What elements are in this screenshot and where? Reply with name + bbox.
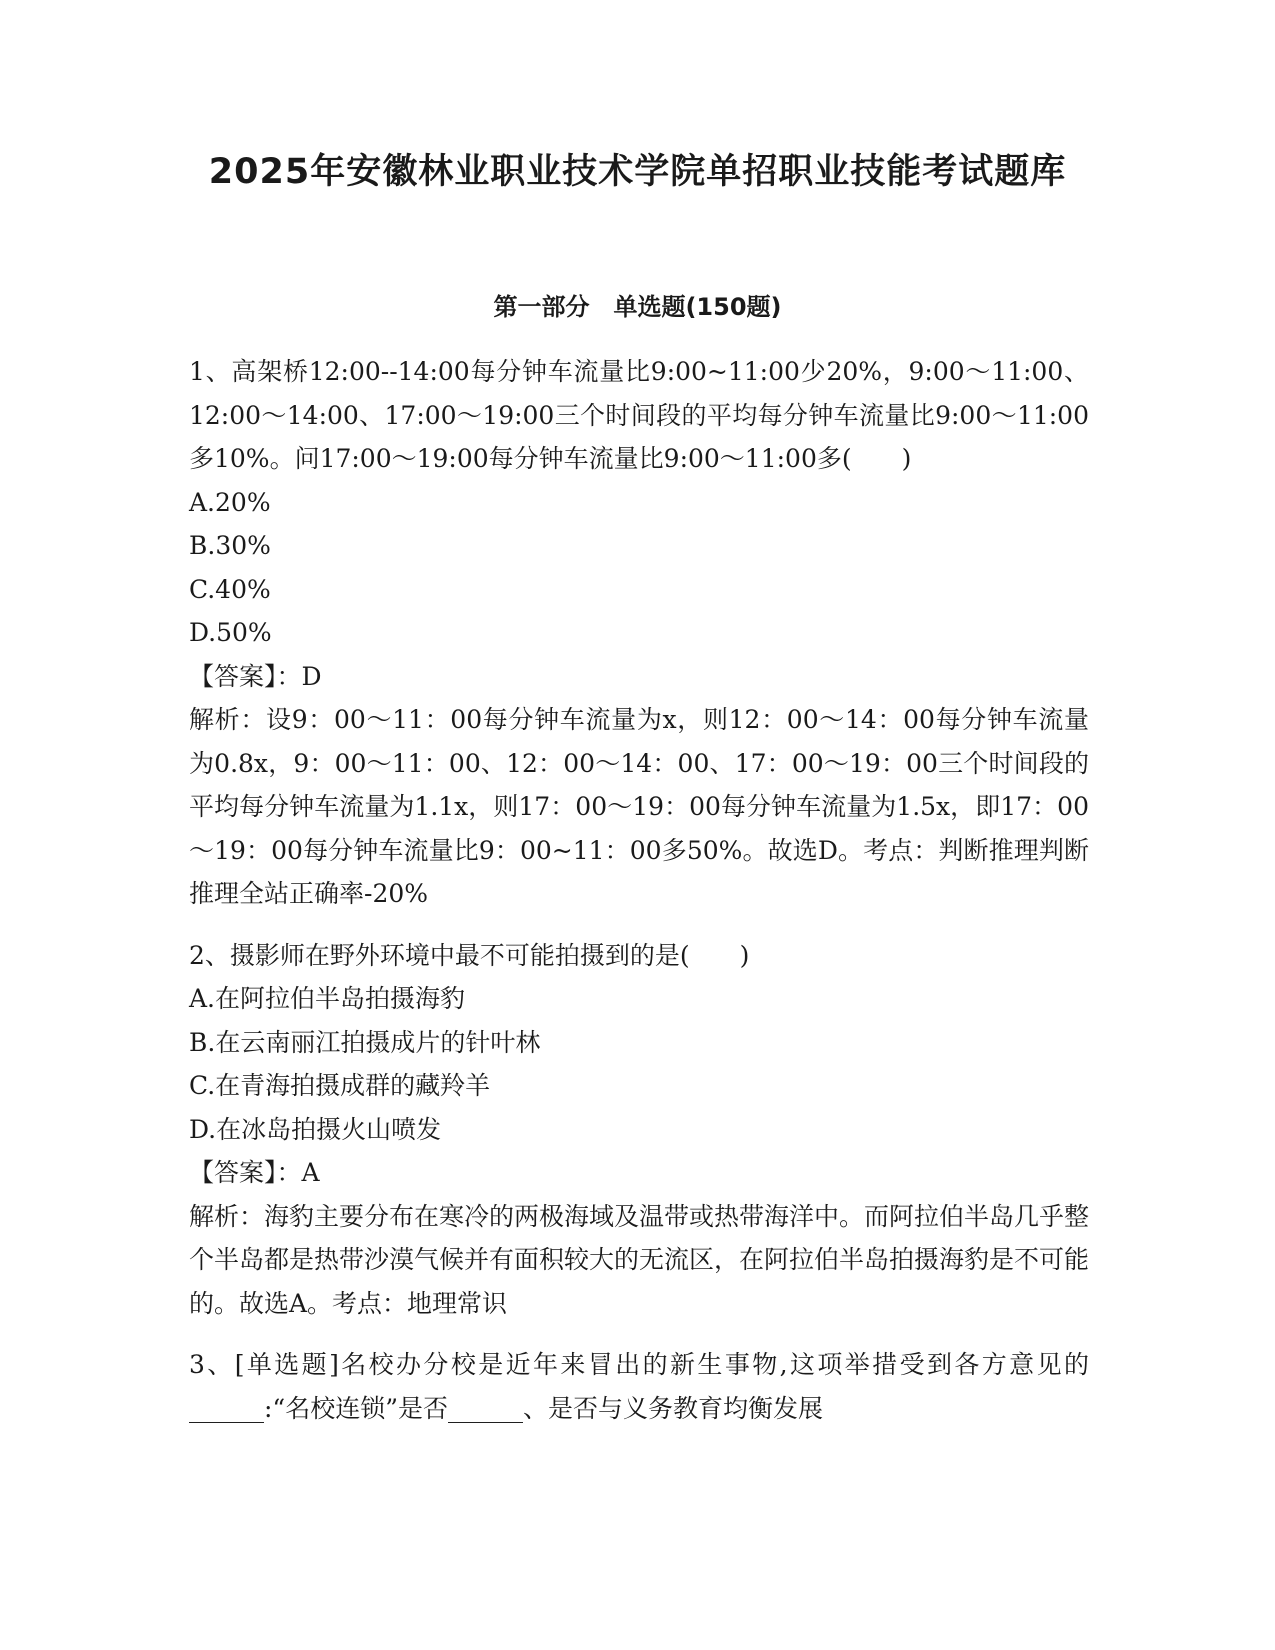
document-title: 2025年安徽林业职业技术学院单招职业技能考试题库 — [208, 152, 1067, 192]
analysis-text: 解析：设9：00～11：00每分钟车流量为x，则12：00～14：00每分钟车流量为0.8x，9：00～11：00、12：00～14：00、17：00～19：00三个时间段的平均每分钟车流量为1.1x，则17：00～19：00每分钟车流量为1.5x，即17：00～19：00每分钟车流量比9：00~11：00多50%。故选D。考点：判断推理判断推理全站正确率-20% — [189, 705, 1089, 908]
answer-line: 【答案】：A — [189, 1158, 320, 1187]
option-a: A.在阿拉伯半岛拍摄海豹 — [189, 984, 466, 1013]
question-2 — [189, 934, 1089, 1326]
question-1 — [189, 350, 1089, 916]
answer-line: 【答案】：D — [189, 661, 322, 691]
option-d: D.在冰岛拍摄火山喷发 — [189, 1114, 442, 1144]
question-list — [189, 350, 1089, 1448]
option-d: D.50% — [189, 618, 272, 647]
option-b: B.30% — [189, 531, 271, 560]
option-c: C.40% — [189, 574, 271, 604]
question-stem: 1、高架桥12:00--14:00每分钟车流量比9:00~11:00少20%，9:00～11:00、12:00～14:00、17:00～19:00三个时间段的平均每分钟车流量比9:00～11:00多10%。问17:00～19:00每分钟车流量比9:00～11:00多( ) — [189, 357, 1089, 473]
question-3 — [189, 1343, 1089, 1430]
analysis-text: 解析：海豹主要分布在寒冷的两极海域及温带或热带海洋中。而阿拉伯半岛几乎整个半岛都是热带沙漠气候并有面积较大的无流区，在阿拉伯半岛拍摄海豹是不可能的。故选A。考点：地理常识 — [189, 1201, 1090, 1318]
option-a: A.20% — [189, 487, 271, 517]
option-c: C.在青海拍摄成群的藏羚羊 — [189, 1071, 491, 1100]
option-b: B.在云南丽江拍摄成片的针叶林 — [189, 1027, 541, 1057]
section-heading: 第一部分 单选题(150题) — [493, 293, 782, 321]
question-stem: 3、[单选题]名校办分校是近年来冒出的新生事物,这项举措受到各方意见的______:“名校连锁”是否______、是否与义务教育均衡发展 — [189, 1350, 1089, 1423]
question-stem: 2、摄影师在野外环境中最不可能拍摄到的是( ) — [189, 940, 750, 970]
